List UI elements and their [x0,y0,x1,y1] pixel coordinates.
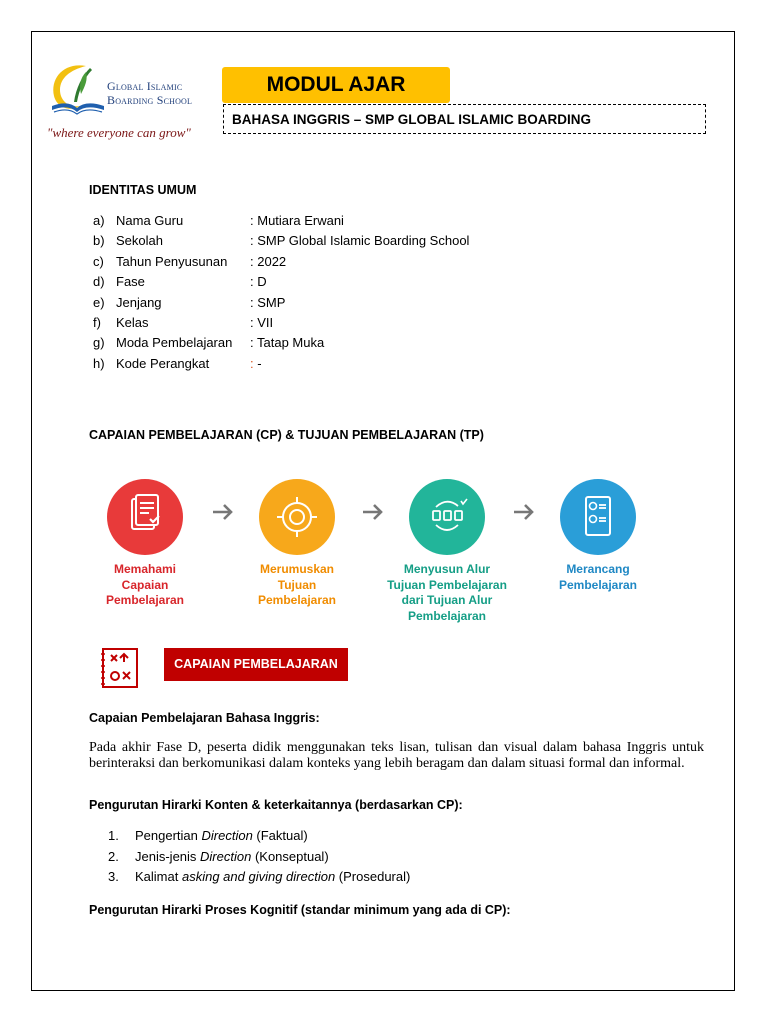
identitas-value-text: SMP [253,294,286,310]
identitas-row [73,231,470,251]
cp-paragraph: Pada akhir Fase D, peserta didik menggunakan teks lisan, tulisan dan visual dalam bahasa Inggris untuk berinteraksi dan berkomunikasi dalam konteks yang lebih beragam dan dalam situasi formal dan informal. [89,740,704,771]
list-text-suffix: (Prosedural) [335,869,411,884]
target-icon [259,479,335,555]
step-circle-memahami [107,479,183,555]
arrow-right-icon [361,501,385,523]
identitas-colon: : [250,233,254,249]
identitas-label: Fase [116,274,145,290]
step-label-menyusun [372,562,522,624]
arrow-right-icon [211,501,235,523]
cp-subheading: Capaian Pembelajaran Bahasa Inggris: [89,711,320,725]
hirarki-konten-list [108,826,410,888]
hirarki-kognitif-heading: Pengurutan Hirarki Proses Kognitif (standar minimum yang ada di CP): [89,903,511,917]
school-tagline: "where everyone can grow" [47,125,191,140]
module-subtitle: BAHASA INGGRIS – SMP GLOBAL ISLAMIC BOARDING [223,104,706,134]
step-label-line: Pembelajaran [257,593,337,607]
strategy-plan-icon [100,646,140,690]
flow-sequence-icon [409,479,485,555]
identitas-row [73,272,267,292]
step-label-line: Tujuan Pembelajaran [387,577,507,592]
identitas-value [250,211,344,231]
school-name-line2: Boarding School [107,93,193,107]
identitas-letter: g) [93,335,105,351]
identitas-row [73,354,262,374]
identitas-row [73,293,286,313]
step-label-merumuskan [222,562,372,609]
identitas-letter: b) [93,233,105,249]
list-text: Jenis-jenis [135,848,201,864]
step-label-line: dari Tujuan Alur [401,593,493,607]
identitas-colon: : [250,253,254,269]
identitas-label: Kelas [116,314,149,330]
step-label-line: Merancang [566,562,630,576]
step-label-merancang [523,562,673,593]
identitas-row [73,252,287,272]
identitas-value-text: D [253,274,267,290]
list-emphasis: asking and giving direction [181,869,336,884]
identitas-colon: : [250,213,254,228]
list-number: 3. [108,869,119,884]
step-circle-merumuskan [259,479,335,555]
identitas-value [250,231,469,251]
list-emphasis: Direction [201,828,253,843]
list-item [108,826,410,847]
list-text: Pengertian [135,828,202,843]
identitas-label: Sekolah [116,233,163,249]
cp-tp-heading: CAPAIAN PEMBELAJARAN (CP) & TUJUAN PEMBELAJARAN (TP) [89,428,484,442]
school-name-line1: Global Islamic [107,79,183,93]
identitas-label: Tahun Penyusunan [116,253,228,269]
logo-emblem-icon [46,60,108,122]
step-label-line: Capaian [121,577,169,592]
identitas-value [250,354,262,374]
identitas-colon: : [250,314,254,330]
identitas-letter: a) [93,213,105,228]
identitas-colon: : [250,294,254,310]
cp-banner: CAPAIAN PEMBELAJARAN [164,648,348,681]
step-label-line: Merumuskan [259,562,335,576]
list-number: 2. [108,848,119,864]
step-label-line: Menyusun Alur [403,562,491,576]
identitas-row [73,333,325,353]
identitas-colon: : [250,274,254,290]
identitas-value [250,252,286,272]
identitas-letter: d) [93,274,105,290]
identitas-colon: : [250,335,254,351]
hirarki-konten-heading: Pengurutan Hirarki Konten & keterkaitannya (berdasarkan CP): [89,798,463,812]
list-item [108,847,410,868]
identitas-value [250,272,267,292]
school-name [107,79,192,107]
identitas-label: Kode Perangkat [116,355,210,371]
step-label-line: Pembelajaran [105,593,185,607]
step-label-memahami [70,562,220,609]
school-logo [46,60,211,150]
identitas-label: Jenjang [116,294,162,310]
document-checklist-icon [107,479,183,555]
identitas-value-text: Tatap Muka [253,335,325,351]
list-emphasis: Direction [200,848,252,864]
identitas-value [250,313,273,333]
identitas-letter: f) [93,314,101,330]
step-label-line: Memahami [113,562,177,576]
identitas-value-text: Mutiara Erwani [253,213,344,228]
identitas-value-text: SMP Global Islamic Boarding School [253,233,470,249]
module-title: MODUL AJAR [222,67,450,103]
identitas-row [73,211,344,231]
identitas-letter: e) [93,294,105,310]
list-text-suffix: (Konseptual) [251,848,329,864]
arrow-right-icon [512,501,536,523]
list-number: 1. [108,828,119,843]
step-circle-merancang [560,479,636,555]
identitas-heading: IDENTITAS UMUM [89,183,197,197]
identitas-value-text: - [253,355,262,371]
list-text-suffix: (Faktual) [252,828,308,843]
identitas-label: Nama Guru [116,213,184,228]
step-label-line: Pembelajaran [407,608,487,623]
identitas-value-text: VII [253,314,274,330]
step-label-line: Pembelajaran [558,577,638,592]
identitas-letter: h) [93,355,105,371]
identitas-value [250,333,324,353]
step-circle-menyusun [409,479,485,555]
lesson-plan-icon [560,479,636,555]
identitas-label: Moda Pembelajaran [116,335,233,351]
step-label-line: Tujuan [277,577,317,592]
list-item [108,867,410,888]
identitas-colon: : [250,355,254,371]
identitas-letter: c) [93,253,104,269]
identitas-value-text: 2022 [253,253,287,269]
list-text: Kalimat [135,869,182,884]
identitas-value [250,293,285,313]
identitas-row [73,313,274,333]
